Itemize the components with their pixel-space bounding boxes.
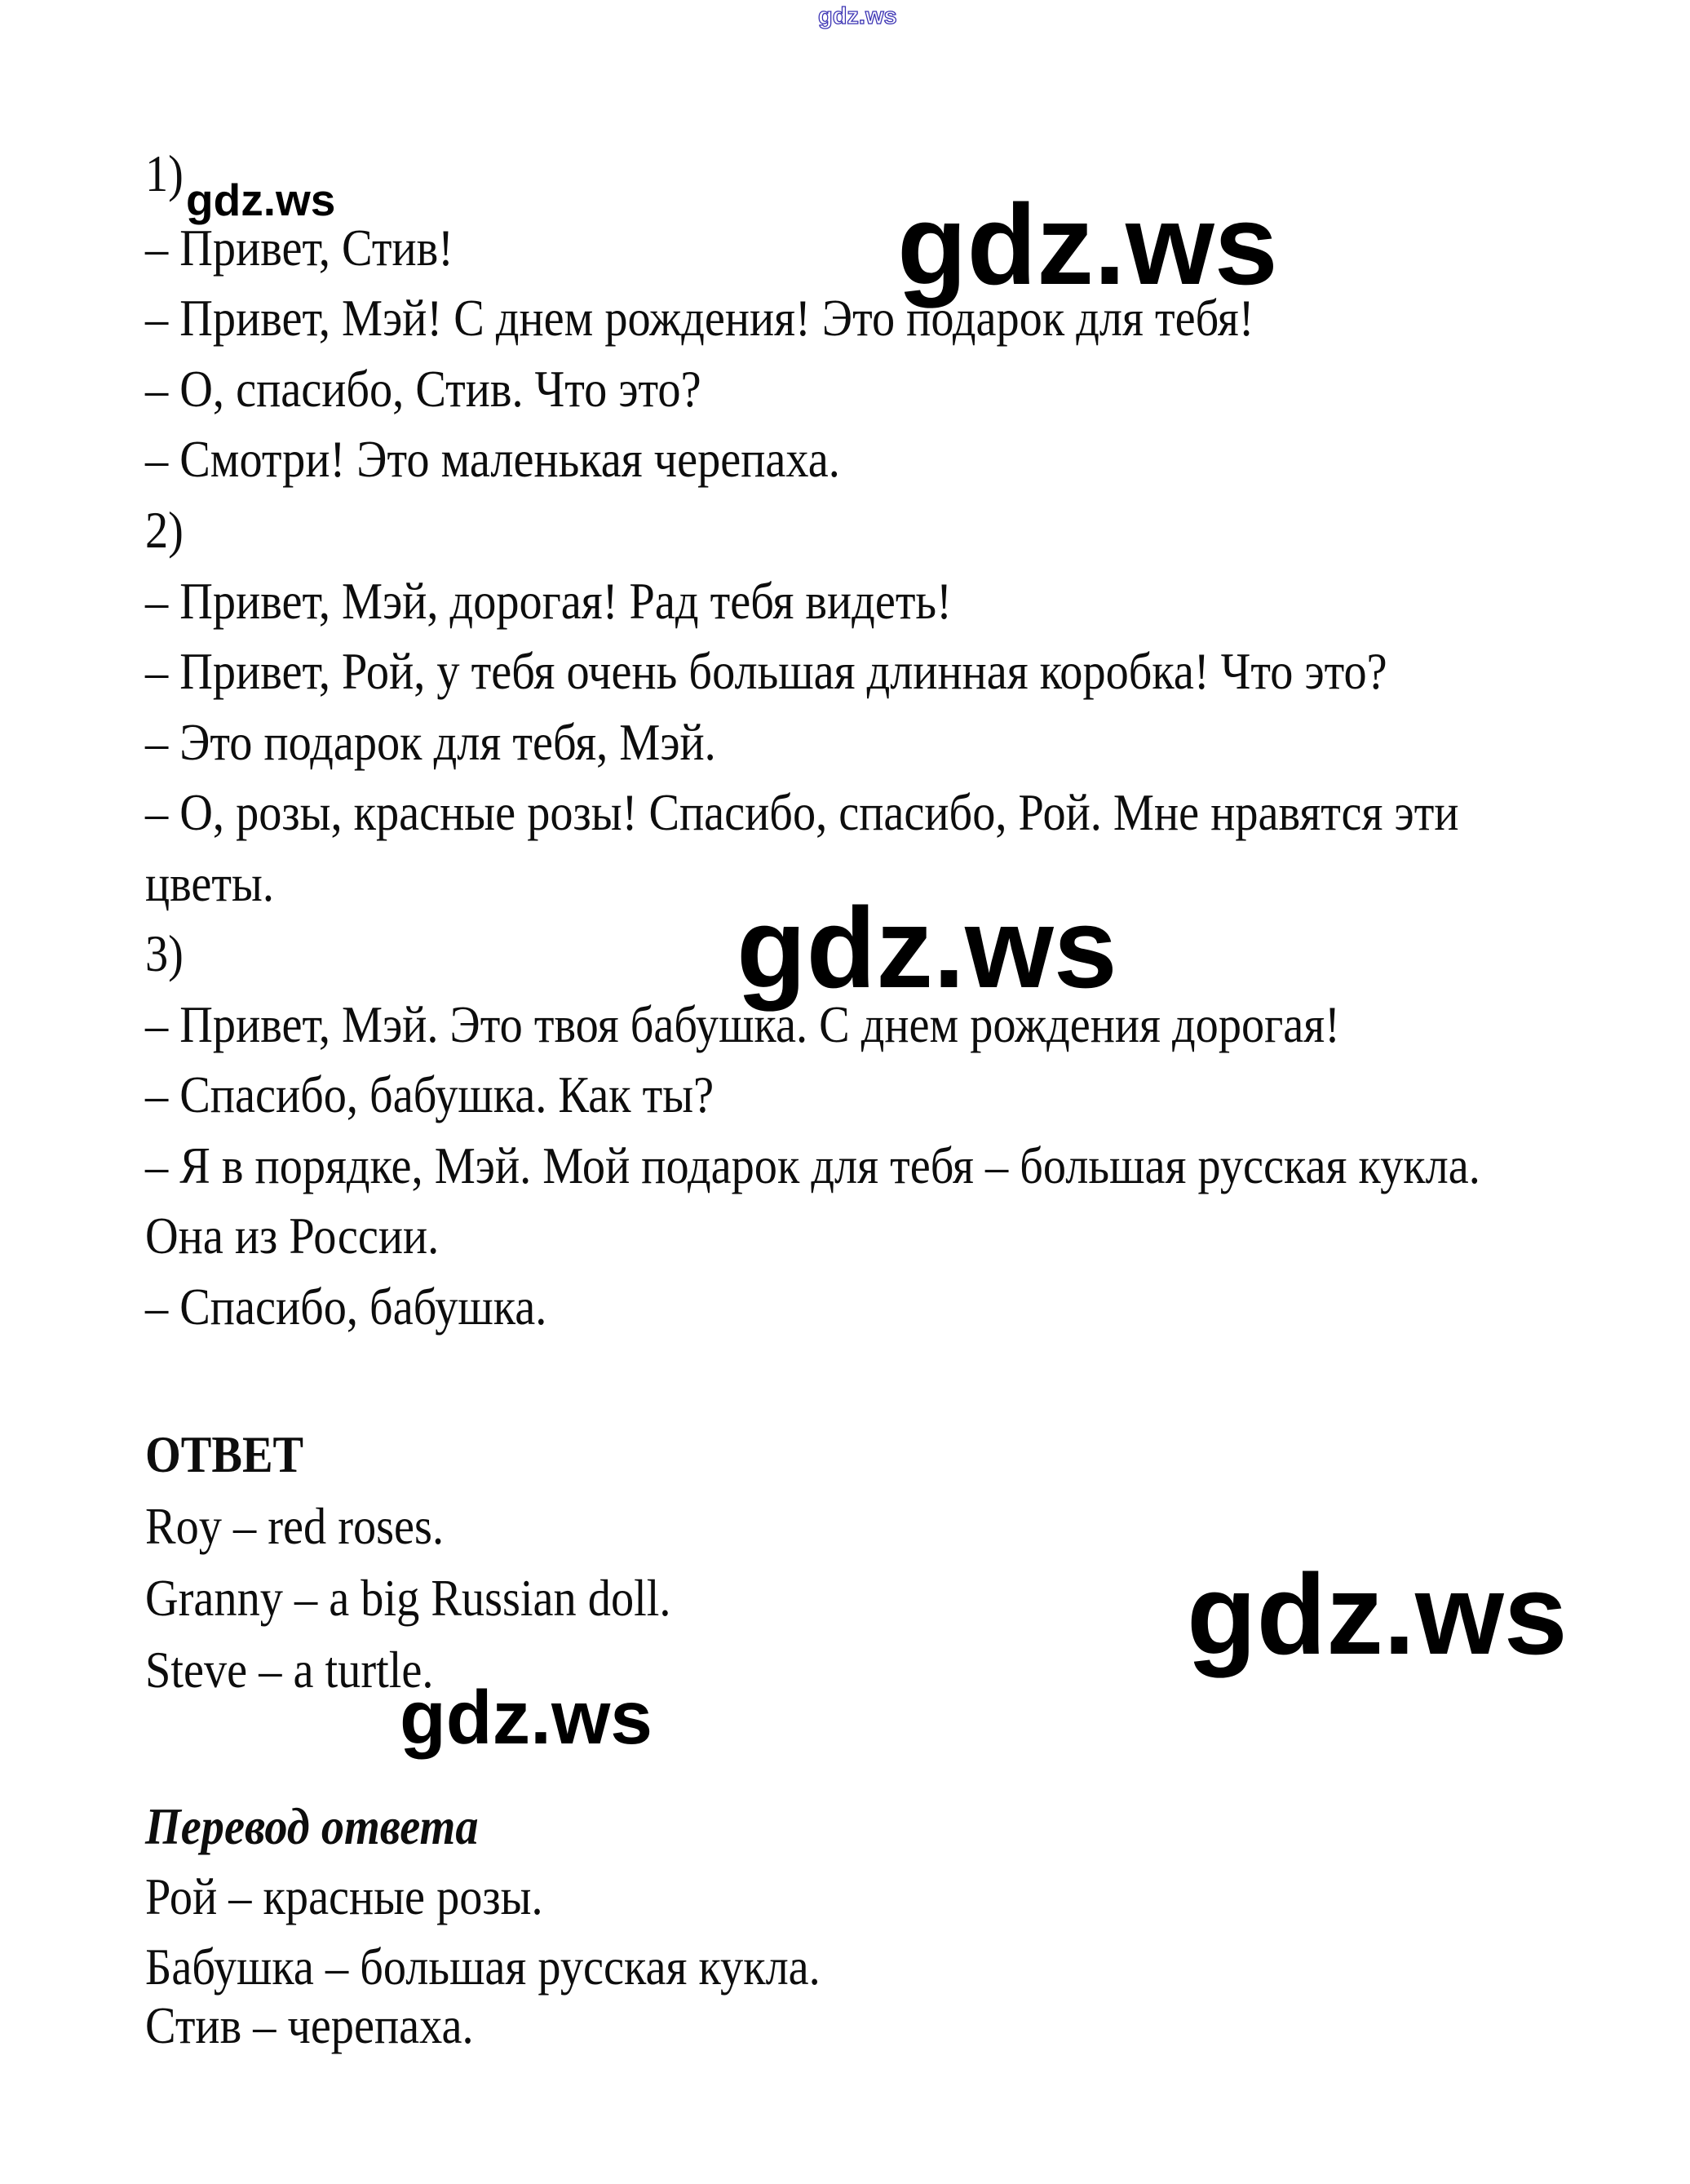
translation-heading: Перевод ответа [145,1797,479,1855]
translation-item: Стив – черепаха. [145,1996,474,2054]
dialogue-line: Она из России. [145,1207,440,1265]
section-3-label: 3) [145,924,184,982]
section-1-label: 1) [145,144,184,202]
dialogue-line: – О, спасибо, Стив. Что это? [145,360,701,418]
gdz-watermark-top-right: gdz.ws [897,180,1278,308]
section-2-label: 2) [145,501,184,559]
dialogue-line: – Смотри! Это маленькая черепаха. [145,430,840,488]
answer-item: Steve – a turtle. [145,1641,434,1699]
gdz-watermark-top-center: gdz.ws [818,3,897,29]
translation-item: Бабушка – большая русская кукла. [145,1938,821,1996]
dialogue-line: цветы. [145,854,274,912]
gdz-watermark-bottom-right: gdz.ws [1187,1550,1568,1678]
dialogue-line: – Привет, Мэй. Это твоя бабушка. С днем рождения дорогая! [145,995,1340,1053]
dialogue-line: – Спасибо, бабушка. [145,1278,547,1336]
answer-heading: ОТВЕТ [145,1425,304,1483]
dialogue-line: – Я в порядке, Мэй. Мой подарок для тебя – большая русская кукла. [145,1136,1480,1194]
gdz-watermark-after-label-1: gdz.ws [186,175,336,225]
translation-item: Рой – красные розы. [145,1867,543,1925]
dialogue-line: – Привет, Мэй! С днем рождения! Это подарок для тебя! [145,289,1254,347]
dialogue-line: – Это подарок для тебя, Мэй. [145,713,716,771]
gdz-watermark-below-steve: gdz.ws [400,1675,653,1760]
dialogue-line: – Привет, Рой, у тебя очень большая длинная коробка! Что это? [145,642,1387,700]
gdz-watermark-middle-center: gdz.ws [737,884,1117,1012]
dialogue-line: – Привет, Стив! [145,219,453,277]
dialogue-line: – О, розы, красные розы! Спасибо, спасибо, Рой. Мне нравятся эти [145,783,1459,841]
answer-item: Roy – red roses. [145,1497,445,1555]
dialogue-line: – Привет, Мэй, дорогая! Рад тебя видеть! [145,572,952,630]
dialogue-line: – Спасибо, бабушка. Как ты? [145,1065,714,1123]
answer-item: Granny – a big Russian doll. [145,1569,671,1627]
